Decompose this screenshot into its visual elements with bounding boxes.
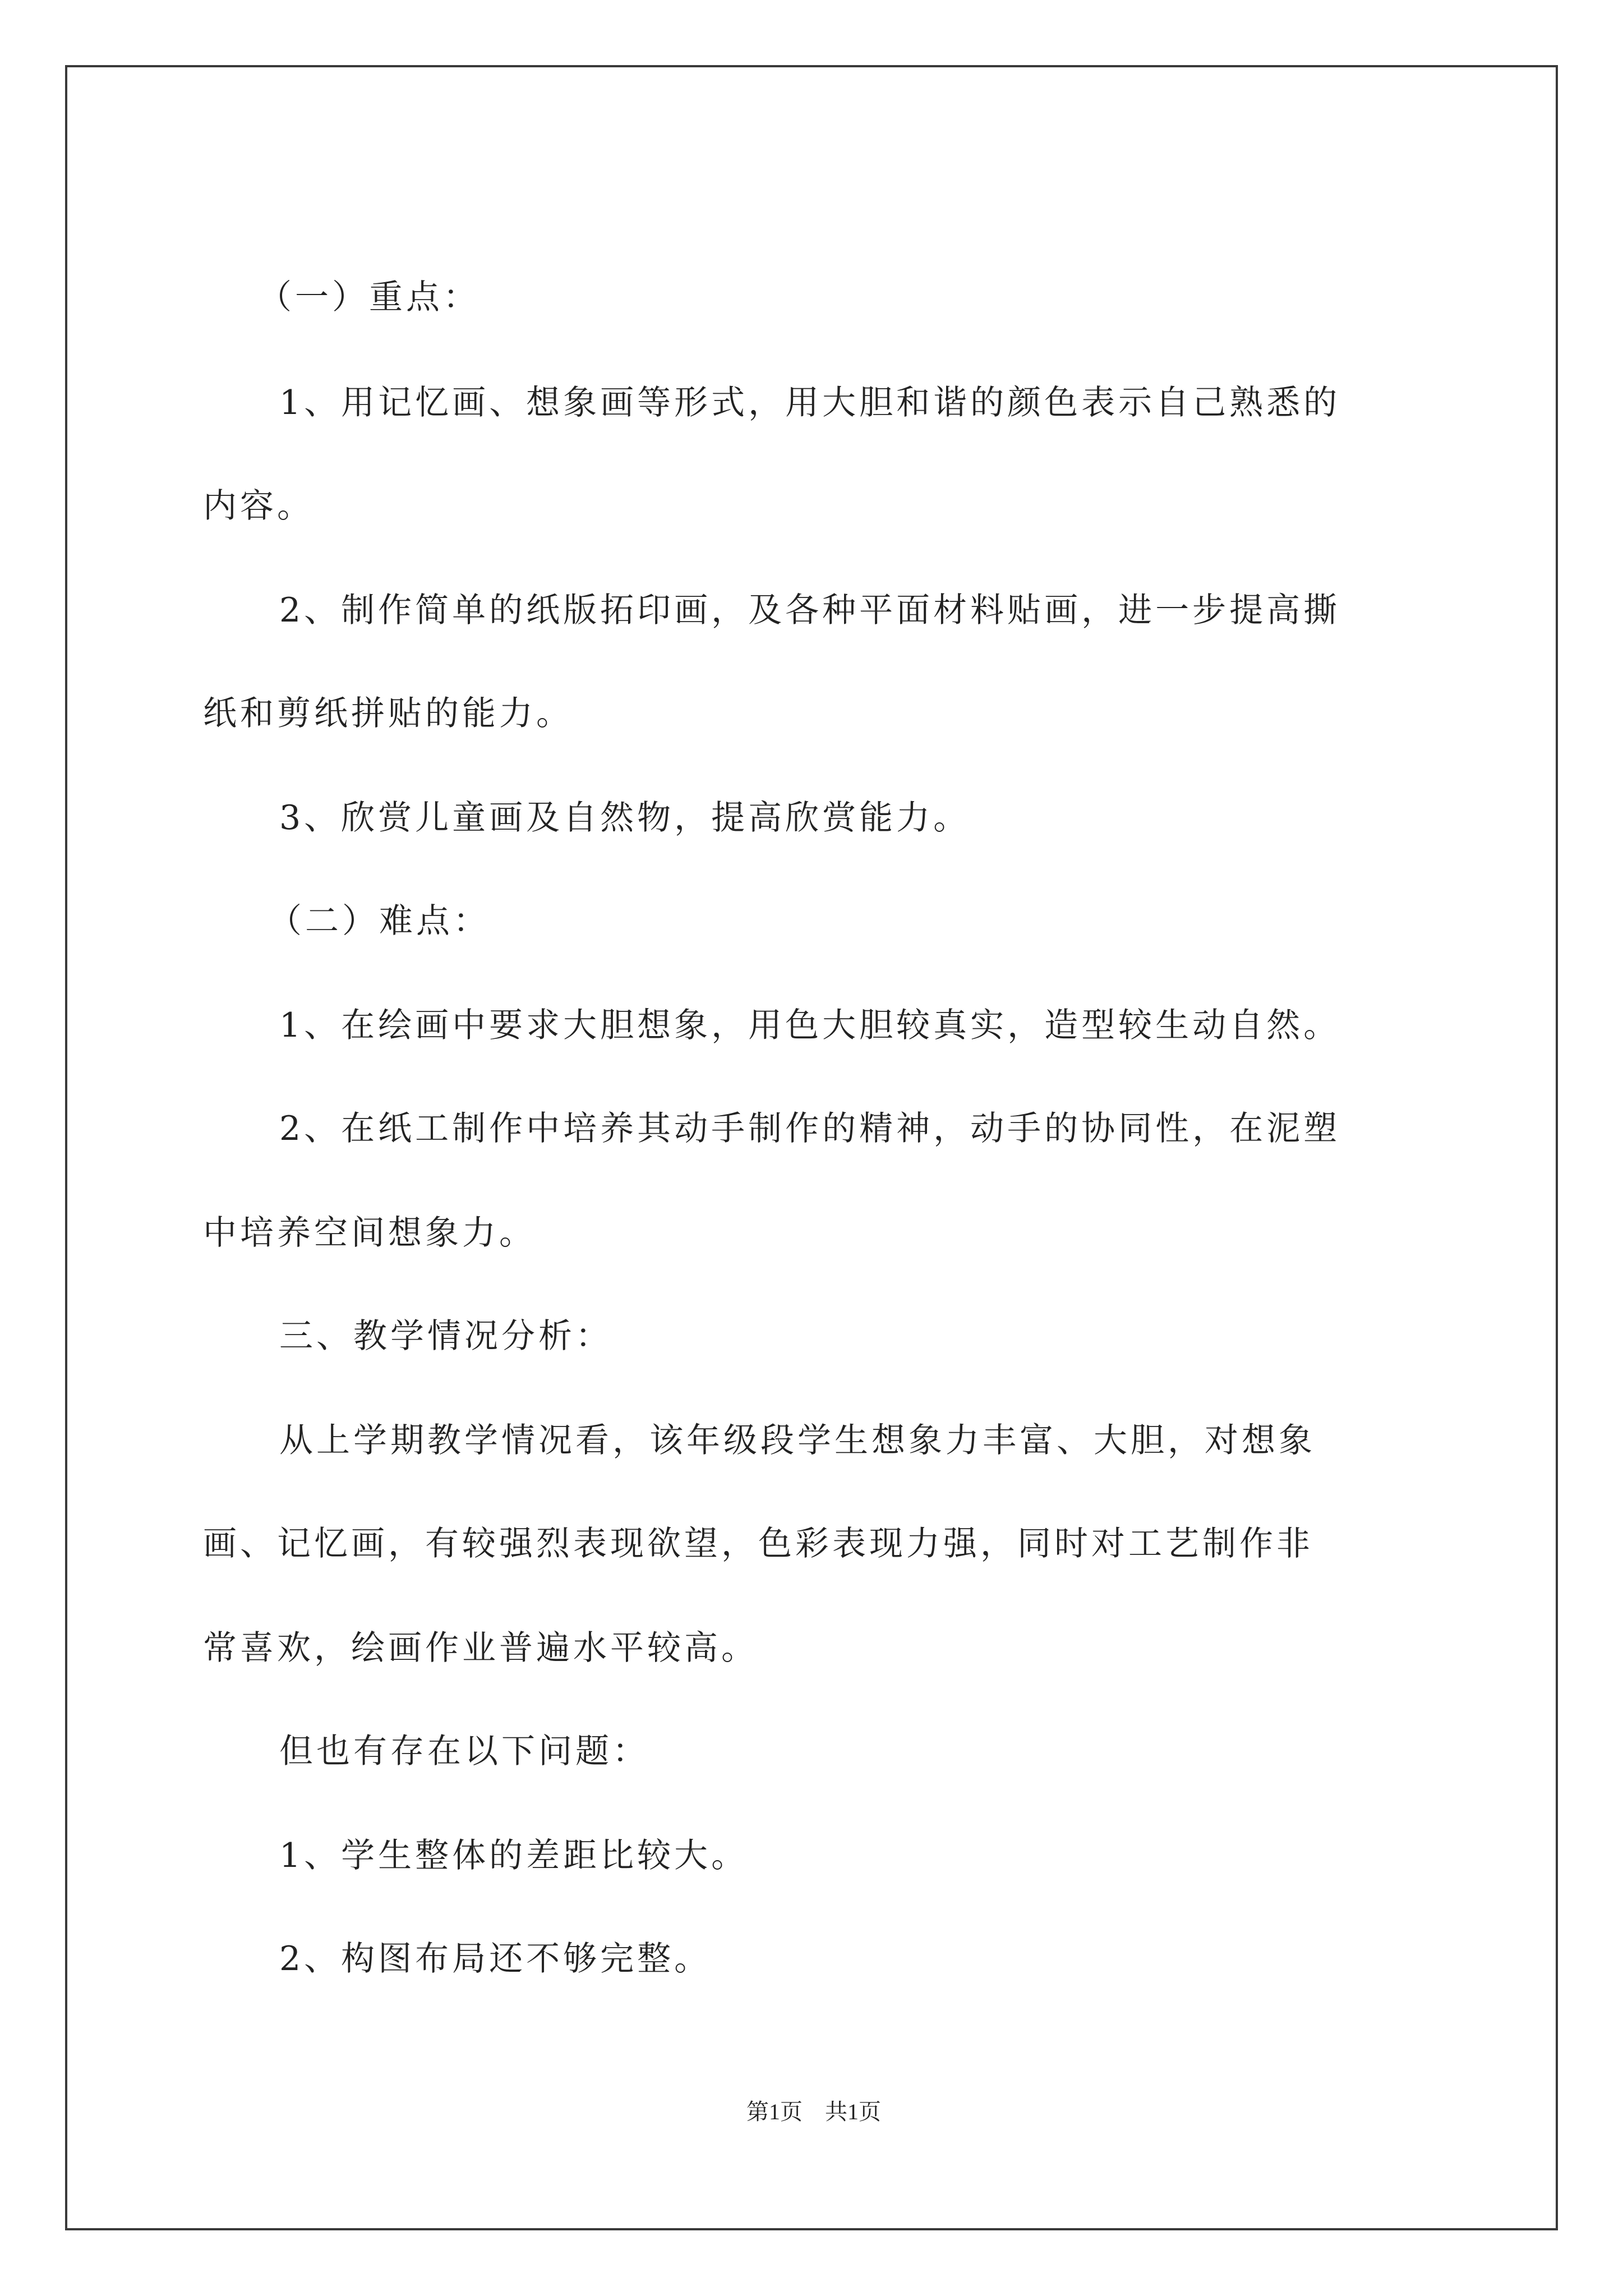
paragraph-line: 但也有存在以下问题： — [279, 1732, 649, 1771]
paragraph-line: 中培养空间想象力。 — [203, 1213, 536, 1253]
section-heading-key-points: （一）重点： — [258, 278, 480, 317]
paragraph-line: 1、学生整体的差距比较大。 — [279, 1836, 749, 1875]
page-number-footer: 第1页 共1页 — [746, 2099, 881, 2124]
paragraph-line: 内容。 — [203, 486, 314, 526]
section-heading-analysis: 三、教学情况分析： — [279, 1317, 612, 1356]
paragraph-line: 常喜欢，绘画作业普遍水平较高。 — [203, 1628, 758, 1668]
paragraph-line: 1、在绘画中要求大胆想象，用色大胆较真实，造型较生动自然。 — [279, 1006, 1341, 1045]
paragraph-line: 2、构图布局还不够完整。 — [279, 1939, 712, 1978]
paragraph-line: 2、在纸工制作中培养其动手制作的精神，动手的协同性，在泥塑 — [279, 1109, 1341, 1148]
paragraph-line: 画、记忆画，有较强烈表现欲望，色彩表现力强，同时对工艺制作非 — [203, 1524, 1313, 1563]
document-page — [65, 65, 1558, 2230]
paragraph-line: 1、用记忆画、想象画等形式，用大胆和谐的颜色表示自己熟悉的 — [279, 383, 1341, 422]
paragraph-line: 3、欣赏儿童画及自然物，提高欣赏能力。 — [279, 798, 971, 838]
paragraph-line: 从上学期教学情况看，该年级段学生想象力丰富、大胆，对想象 — [279, 1421, 1316, 1460]
section-heading-difficulties: （二）难点： — [268, 901, 490, 941]
paragraph-line: 2、制作简单的纸版拓印画，及各种平面材料贴画，进一步提高撕 — [279, 591, 1341, 630]
paragraph-line: 纸和剪纸拼贴的能力。 — [203, 694, 573, 733]
